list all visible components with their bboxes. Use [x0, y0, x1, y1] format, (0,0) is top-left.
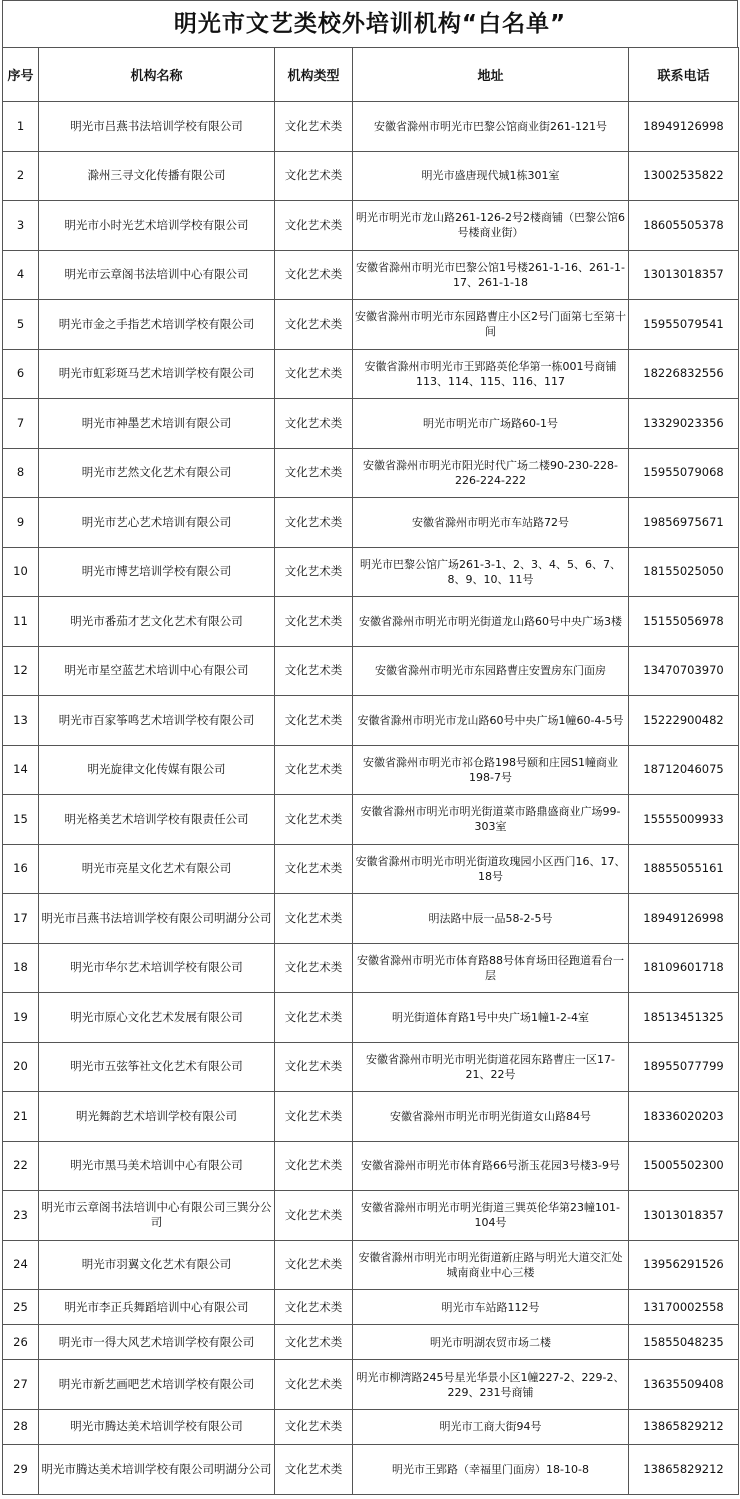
row-number: 19	[3, 993, 39, 1043]
institution-name: 明光市吕燕书法培训学校有限公司明湖分公司	[39, 894, 275, 944]
row-number: 14	[3, 745, 39, 795]
table-row	[3, 646, 739, 696]
contact-phone: 13635509408	[629, 1360, 739, 1410]
institution-type: 文化艺术类	[275, 349, 353, 399]
institution-type: 文化艺术类	[275, 250, 353, 300]
institution-address: 安徽省滁州市明光市明光街道龙山路60号中央广场3楼	[353, 597, 629, 647]
institution-address: 安徽省滁州市明光市巴黎公馆1号楼261-1-16、261-1-17、261-1-18	[353, 250, 629, 300]
contact-phone: 13013018357	[629, 1191, 739, 1241]
institution-type: 文化艺术类	[275, 1290, 353, 1325]
header-name: 机构名称	[39, 48, 275, 102]
contact-phone: 13002535822	[629, 151, 739, 201]
table-row	[3, 993, 739, 1043]
row-number: 21	[3, 1092, 39, 1142]
institution-address: 明光市盛唐现代城1栋301室	[353, 151, 629, 201]
institution-type: 文化艺术类	[275, 151, 353, 201]
contact-phone: 15955079541	[629, 300, 739, 350]
row-number: 28	[3, 1409, 39, 1444]
row-number: 10	[3, 547, 39, 597]
institution-name: 明光市艺然文化艺术有限公司	[39, 448, 275, 498]
table-row	[3, 547, 739, 597]
institution-address: 明光市柳湾路245号星光华景小区1幢227-2、229-2、229、231号商铺	[353, 1360, 629, 1410]
institution-type: 文化艺术类	[275, 1360, 353, 1410]
institution-name: 明光市博艺培训学校有限公司	[39, 547, 275, 597]
row-number: 5	[3, 300, 39, 350]
table-row	[3, 1240, 739, 1290]
contact-phone: 18109601718	[629, 943, 739, 993]
contact-phone: 18949126998	[629, 102, 739, 152]
institution-type: 文化艺术类	[275, 448, 353, 498]
header-no: 序号	[3, 48, 39, 102]
institution-name: 明光市李正兵舞蹈培训中心有限公司	[39, 1290, 275, 1325]
contact-phone: 13170002558	[629, 1290, 739, 1325]
row-number: 3	[3, 201, 39, 251]
row-number: 4	[3, 250, 39, 300]
institution-type: 文化艺术类	[275, 844, 353, 894]
row-number: 29	[3, 1445, 39, 1495]
table-row	[3, 1325, 739, 1360]
institution-type: 文化艺术类	[275, 1445, 353, 1495]
institution-type: 文化艺术类	[275, 795, 353, 845]
institution-name: 明光市腾达美术培训学校有限公司明湖分公司	[39, 1445, 275, 1495]
institution-address: 安徽省滁州市明光市明光街道新庄路与明光大道交汇处城南商业中心三楼	[353, 1240, 629, 1290]
institution-name: 明光市神墨艺术培训有限公司	[39, 399, 275, 449]
institution-type: 文化艺术类	[275, 597, 353, 647]
table-row	[3, 745, 739, 795]
table-body	[3, 102, 739, 1495]
header-phone: 联系电话	[629, 48, 739, 102]
whitelist-table	[2, 47, 739, 1495]
institution-address: 安徽省滁州市明光市巴黎公馆商业街261-121号	[353, 102, 629, 152]
contact-phone: 13865829212	[629, 1445, 739, 1495]
institution-address: 明法路中辰一品58-2-5号	[353, 894, 629, 944]
institution-name: 明光市新艺画吧艺术培训学校有限公司	[39, 1360, 275, 1410]
institution-type: 文化艺术类	[275, 300, 353, 350]
institution-name: 明光市百家筝鸣艺术培训学校有限公司	[39, 696, 275, 746]
institution-name: 明光市虹彩斑马艺术培训学校有限公司	[39, 349, 275, 399]
institution-address: 安徽省滁州市明光市明光街道三巽英伦华第23幢101-104号	[353, 1191, 629, 1241]
institution-type: 文化艺术类	[275, 1141, 353, 1191]
table-row	[3, 894, 739, 944]
institution-name: 明光市羽翼文化艺术有限公司	[39, 1240, 275, 1290]
contact-phone: 18155025050	[629, 547, 739, 597]
institution-type: 文化艺术类	[275, 1409, 353, 1444]
institution-address: 安徽省滁州市明光市车站路72号	[353, 498, 629, 548]
institution-address: 安徽省滁州市明光市体育路66号浙玉花园3号楼3-9号	[353, 1141, 629, 1191]
institution-address: 安徽省滁州市明光市王郢路英伦华第一栋001号商铺113、114、115、116、117	[353, 349, 629, 399]
table-row	[3, 696, 739, 746]
institution-name: 明光市云章阁书法培训中心有限公司三巽分公司	[39, 1191, 275, 1241]
institution-name: 明光舞韵艺术培训学校有限公司	[39, 1092, 275, 1142]
contact-phone: 18955077799	[629, 1042, 739, 1092]
institution-address: 安徽省滁州市明光市祁仓路198号颐和庄园S1幢商业198-7号	[353, 745, 629, 795]
row-number: 1	[3, 102, 39, 152]
institution-type: 文化艺术类	[275, 696, 353, 746]
table-row	[3, 399, 739, 449]
institution-name: 明光旋律文化传媒有限公司	[39, 745, 275, 795]
table-row	[3, 844, 739, 894]
institution-address: 明光市车站路112号	[353, 1290, 629, 1325]
contact-phone: 15855048235	[629, 1325, 739, 1360]
institution-type: 文化艺术类	[275, 1042, 353, 1092]
institution-name: 滁州三寻文化传播有限公司	[39, 151, 275, 201]
institution-address: 明光市明光市广场路60-1号	[353, 399, 629, 449]
institution-type: 文化艺术类	[275, 894, 353, 944]
row-number: 8	[3, 448, 39, 498]
table-row	[3, 1042, 739, 1092]
institution-type: 文化艺术类	[275, 745, 353, 795]
institution-name: 明光市五弦筝社文化艺术有限公司	[39, 1042, 275, 1092]
contact-phone: 13470703970	[629, 646, 739, 696]
contact-phone: 19856975671	[629, 498, 739, 548]
institution-address: 明光市明湖农贸市场二楼	[353, 1325, 629, 1360]
institution-name: 明光市原心文化艺术发展有限公司	[39, 993, 275, 1043]
table-row	[3, 448, 739, 498]
contact-phone: 18855055161	[629, 844, 739, 894]
institution-type: 文化艺术类	[275, 646, 353, 696]
institution-address: 明光市王郢路（幸福里门面房）18-10-8	[353, 1445, 629, 1495]
row-number: 24	[3, 1240, 39, 1290]
row-number: 25	[3, 1290, 39, 1325]
row-number: 7	[3, 399, 39, 449]
row-number: 23	[3, 1191, 39, 1241]
table-row	[3, 1092, 739, 1142]
institution-address: 明光市工商大街94号	[353, 1409, 629, 1444]
table-row	[3, 1445, 739, 1495]
institution-name: 明光市番茄才艺文化艺术有限公司	[39, 597, 275, 647]
row-number: 20	[3, 1042, 39, 1092]
table-row	[3, 1409, 739, 1444]
contact-phone: 13956291526	[629, 1240, 739, 1290]
header-type: 机构类型	[275, 48, 353, 102]
table-row	[3, 1191, 739, 1241]
table-row	[3, 102, 739, 152]
row-number: 15	[3, 795, 39, 845]
contact-phone: 13329023356	[629, 399, 739, 449]
table-row	[3, 1360, 739, 1410]
institution-type: 文化艺术类	[275, 1325, 353, 1360]
contact-phone: 15222900482	[629, 696, 739, 746]
table-row	[3, 151, 739, 201]
institution-name: 明光市星空蓝艺术培训中心有限公司	[39, 646, 275, 696]
institution-name: 明光市小时光艺术培训学校有限公司	[39, 201, 275, 251]
table-row	[3, 250, 739, 300]
row-number: 22	[3, 1141, 39, 1191]
institution-address: 明光街道体育路1号中央广场1幢1-2-4室	[353, 993, 629, 1043]
contact-phone: 15555009933	[629, 795, 739, 845]
institution-name: 明光市金之手指艺术培训学校有限公司	[39, 300, 275, 350]
contact-phone: 18513451325	[629, 993, 739, 1043]
institution-name: 明光市华尔艺术培训学校有限公司	[39, 943, 275, 993]
institution-address: 安徽省滁州市明光市龙山路60号中央广场1幢60-4-5号	[353, 696, 629, 746]
row-number: 26	[3, 1325, 39, 1360]
contact-phone: 18949126998	[629, 894, 739, 944]
table-header-row	[3, 48, 739, 102]
table-row	[3, 1290, 739, 1325]
contact-phone: 15955079068	[629, 448, 739, 498]
institution-type: 文化艺术类	[275, 399, 353, 449]
contact-phone: 13865829212	[629, 1409, 739, 1444]
row-number: 18	[3, 943, 39, 993]
table-row	[3, 795, 739, 845]
row-number: 12	[3, 646, 39, 696]
institution-address: 安徽省滁州市明光市明光街道花园东路曹庄一区17-21、22号	[353, 1042, 629, 1092]
institution-name: 明光市吕燕书法培训学校有限公司	[39, 102, 275, 152]
institution-type: 文化艺术类	[275, 1240, 353, 1290]
contact-phone: 18336020203	[629, 1092, 739, 1142]
institution-type: 文化艺术类	[275, 943, 353, 993]
table-row	[3, 201, 739, 251]
table-row	[3, 1141, 739, 1191]
document-title: 明光市文艺类校外培训机构“白名单”	[2, 0, 738, 47]
row-number: 2	[3, 151, 39, 201]
contact-phone: 15155056978	[629, 597, 739, 647]
row-number: 11	[3, 597, 39, 647]
institution-type: 文化艺术类	[275, 547, 353, 597]
institution-name: 明光市一得大风艺术培训学校有限公司	[39, 1325, 275, 1360]
contact-phone: 18605505378	[629, 201, 739, 251]
contact-phone: 18712046075	[629, 745, 739, 795]
institution-address: 安徽省滁州市明光市明光街道女山路84号	[353, 1092, 629, 1142]
table-row	[3, 498, 739, 548]
row-number: 6	[3, 349, 39, 399]
contact-phone: 13013018357	[629, 250, 739, 300]
institution-name: 明光格美艺术培训学校有限责任公司	[39, 795, 275, 845]
institution-address: 安徽省滁州市明光市阳光时代广场二楼90-230-228-226-224-222	[353, 448, 629, 498]
institution-type: 文化艺术类	[275, 993, 353, 1043]
table-row	[3, 349, 739, 399]
table-row	[3, 943, 739, 993]
row-number: 13	[3, 696, 39, 746]
table-row	[3, 300, 739, 350]
institution-address: 安徽省滁州市明光市体育路88号体育场田径跑道看台一层	[353, 943, 629, 993]
contact-phone: 15005502300	[629, 1141, 739, 1191]
institution-name: 明光市腾达美术培训学校有限公司	[39, 1409, 275, 1444]
row-number: 17	[3, 894, 39, 944]
institution-name: 明光市云章阁书法培训中心有限公司	[39, 250, 275, 300]
institution-type: 文化艺术类	[275, 102, 353, 152]
institution-type: 文化艺术类	[275, 1191, 353, 1241]
institution-name: 明光市亮星文化艺术有限公司	[39, 844, 275, 894]
whitelist-document	[2, 0, 738, 1495]
table-row	[3, 597, 739, 647]
row-number: 9	[3, 498, 39, 548]
institution-name: 明光市黑马美术培训中心有限公司	[39, 1141, 275, 1191]
institution-type: 文化艺术类	[275, 498, 353, 548]
contact-phone: 18226832556	[629, 349, 739, 399]
row-number: 16	[3, 844, 39, 894]
institution-address: 安徽省滁州市明光市东园路曹庄小区2号门面第七至第十间	[353, 300, 629, 350]
institution-address: 安徽省滁州市明光市明光街道玫瑰园小区西门16、17、18号	[353, 844, 629, 894]
institution-name: 明光市艺心艺术培训有限公司	[39, 498, 275, 548]
institution-address: 明光市巴黎公馆广场261-3-1、2、3、4、5、6、7、8、9、10、11号	[353, 547, 629, 597]
institution-address: 明光市明光市龙山路261-126-2号2楼商铺（巴黎公馆6号楼商业街）	[353, 201, 629, 251]
institution-address: 安徽省滁州市明光市明光街道菜市路鼎盛商业广场99-303室	[353, 795, 629, 845]
row-number: 27	[3, 1360, 39, 1410]
institution-type: 文化艺术类	[275, 1092, 353, 1142]
institution-address: 安徽省滁州市明光市东园路曹庄安置房东门面房	[353, 646, 629, 696]
institution-type: 文化艺术类	[275, 201, 353, 251]
header-address: 地址	[353, 48, 629, 102]
